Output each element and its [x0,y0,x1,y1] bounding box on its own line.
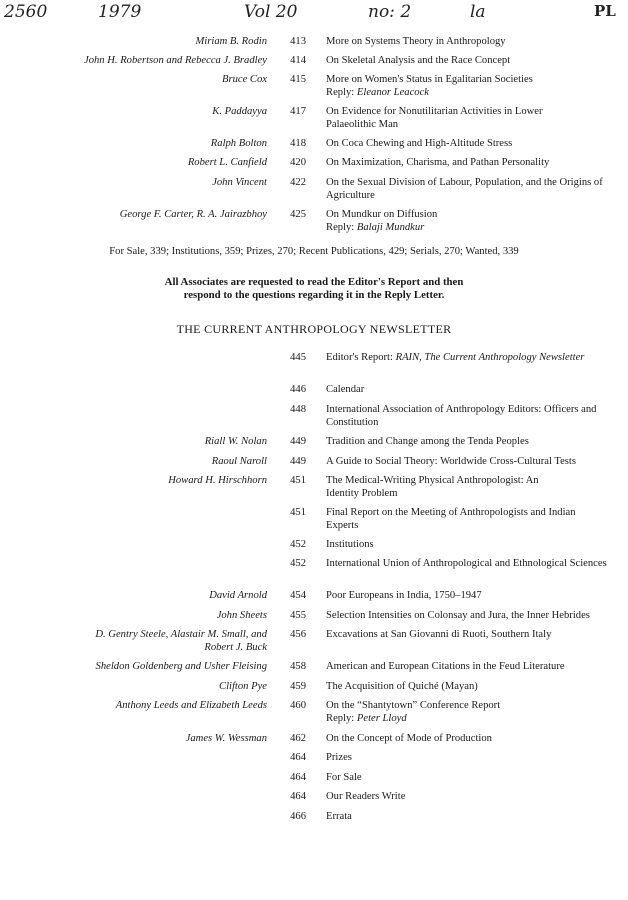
toc-title: For Sale [326,772,362,783]
toc-author: George F. Carter, R. A. Jairazbhoy [119,209,267,220]
toc-title: More on Systems Theory in Anthropology [326,36,506,47]
toc-title: On Maximization, Charisma, and Pathan Personality [326,157,550,168]
reply-label: Reply: [326,222,355,233]
toc-page-number: 460 [290,700,306,711]
toc-title-text: On the “Shantytown” Conference Report [326,700,501,711]
toc-title: Tradition and Change among the Tenda Peoples [326,436,529,447]
toc-title: Excavations at San Giovanni di Ruoti, Southern Italy [326,629,552,640]
departments-index-line: For Sale, 339; Institutions, 359; Prizes, 270; Recent Publications, 429; Serials, 270; Wanted, 339 [109,246,519,257]
reply-label: Reply: [326,713,355,724]
toc-page-number: 415 [290,74,306,85]
toc-page-number: 464 [290,791,306,802]
toc-page-number: 454 [290,590,306,601]
toc-author: John Vincent [212,177,267,188]
toc-author: Robert L. Canfield [187,157,267,168]
toc-title-prefix: Editor's Report: [326,352,396,363]
toc-page-number: 413 [290,36,306,47]
toc-page-number: 422 [290,177,306,188]
handwritten-note-volume: Vol 20 [244,2,298,22]
toc-title-italic: RAIN, The Current Anthropology Newsletter [395,352,585,363]
reply-author: Balaji Mundkur [356,222,425,233]
toc-page-number: 466 [290,811,306,822]
toc-title: On Evidence for Nonutilitarian Activities in Lower Palaeolithic Man [326,106,543,130]
toc-title [326,73,626,99]
toc-author: Anthony Leeds and Elizabeth Leeds [115,700,267,711]
toc-page-number: 417 [290,106,306,117]
toc-title: The Acquisition of Quiché (Mayan) [326,681,478,692]
toc-title: Institutions [326,539,374,550]
toc-page-number: 452 [290,558,306,569]
notice-line: respond to the questions regarding it in the Reply Letter. [183,289,445,301]
handwritten-note-year: 1979 [98,2,142,22]
toc-author: Miriam B. Rodin [195,36,267,47]
handwritten-note-catalog-number: 2560 [4,2,48,22]
toc-title: Selection Intensities on Colonsay and Jura, the Inner Hebrides [326,610,590,621]
toc-title: Errata [326,811,352,822]
toc-author: Sheldon Goldenberg and Usher Fleising [95,661,267,672]
toc-title: On Coca Chewing and High-Altitude Stress [326,138,513,149]
toc-author: Raoul Naroll [211,456,267,467]
toc-author: Ralph Bolton [210,138,267,149]
toc-page-number: 425 [290,209,306,220]
toc-title: On Skeletal Analysis and the Race Concept [326,55,511,66]
toc-author: James W. Wessman [185,733,267,744]
toc-page-number: 464 [290,752,306,763]
notice-line: All Associates are requested to read the Editor's Report and then [164,276,464,288]
handwritten-note-mark: PL [594,2,616,20]
toc-author-line: Robert J. Buck [204,642,267,653]
toc-page-number: 452 [290,539,306,550]
toc-page-number: 418 [290,138,306,149]
toc-page-number: 451 [290,507,306,518]
toc-title: International Union of Anthropological and Ethnological Sciences [326,558,607,569]
toc-page-number: 448 [290,404,306,415]
toc-title-text: More on Women's Status in Egalitarian Societies [326,74,533,85]
toc-author: John H. Robertson and Rebecca J. Bradley [84,55,267,66]
toc-title [326,699,626,725]
toc-title: On the Sexual Division of Labour, Population, and the Origins of Agriculture [326,177,603,201]
toc-author: Clifton Pye [219,681,267,692]
toc-author: K. Paddayya [212,106,267,117]
reply-label: Reply: [326,87,355,98]
toc-author: John Sheets [216,610,267,621]
toc-title: Prizes [326,752,352,763]
reply-author: Peter Lloyd [356,713,407,724]
toc-title: Our Readers Write [326,791,406,802]
toc-title: Final Report on the Meeting of Anthropologists and Indian Experts [326,507,576,531]
toc-page-number: 456 [290,629,306,640]
handwritten-note-language: la [470,2,486,22]
toc-title [326,208,626,234]
associates-notice [0,276,628,302]
toc-page-number: 449 [290,436,306,447]
toc-page-number: 445 [290,352,306,363]
section-heading: THE CURRENT ANTHROPOLOGY NEWSLETTER [176,322,452,336]
toc-author-line: D. Gentry Steele, Alastair M. Small, and [95,629,267,640]
toc-page-number: 455 [290,610,306,621]
toc-author: Howard H. Hirschhorn [168,475,267,486]
toc-page-number: 462 [290,733,306,744]
reply-author: Eleanor Leacock [356,87,429,98]
toc-page-number: 449 [290,456,306,467]
toc-page-number: 414 [290,55,306,66]
toc-page-number: 446 [290,384,306,395]
toc-title: Calendar [326,384,365,395]
toc-page-number: 459 [290,681,306,692]
toc-title: International Association of Anthropology Editors: Officers and Constitution [326,404,597,428]
toc-title-text: On Mundkur on Diffusion [326,209,438,220]
toc-page-number: 458 [290,661,306,672]
toc-author: Riall W. Nolan [204,436,267,447]
toc-page-number: 451 [290,475,306,486]
toc-author [95,628,267,654]
toc-title: The Medical-Writing Physical Anthropologist: An Identity Problem [326,475,539,499]
toc-title: Poor Europeans in India, 1750–1947 [326,590,482,601]
toc-page-number: 464 [290,772,306,783]
toc-title [326,351,606,364]
handwritten-note-issue: no: 2 [368,2,412,22]
toc-title: On the Concept of Mode of Production [326,733,492,744]
toc-author: Bruce Cox [221,74,267,85]
toc-page-number: 420 [290,157,306,168]
toc-author: David Arnold [209,590,267,601]
toc-title: American and European Citations in the Feud Literature [326,661,565,672]
toc-title: A Guide to Social Theory: Worldwide Cross-Cultural Tests [326,456,576,467]
